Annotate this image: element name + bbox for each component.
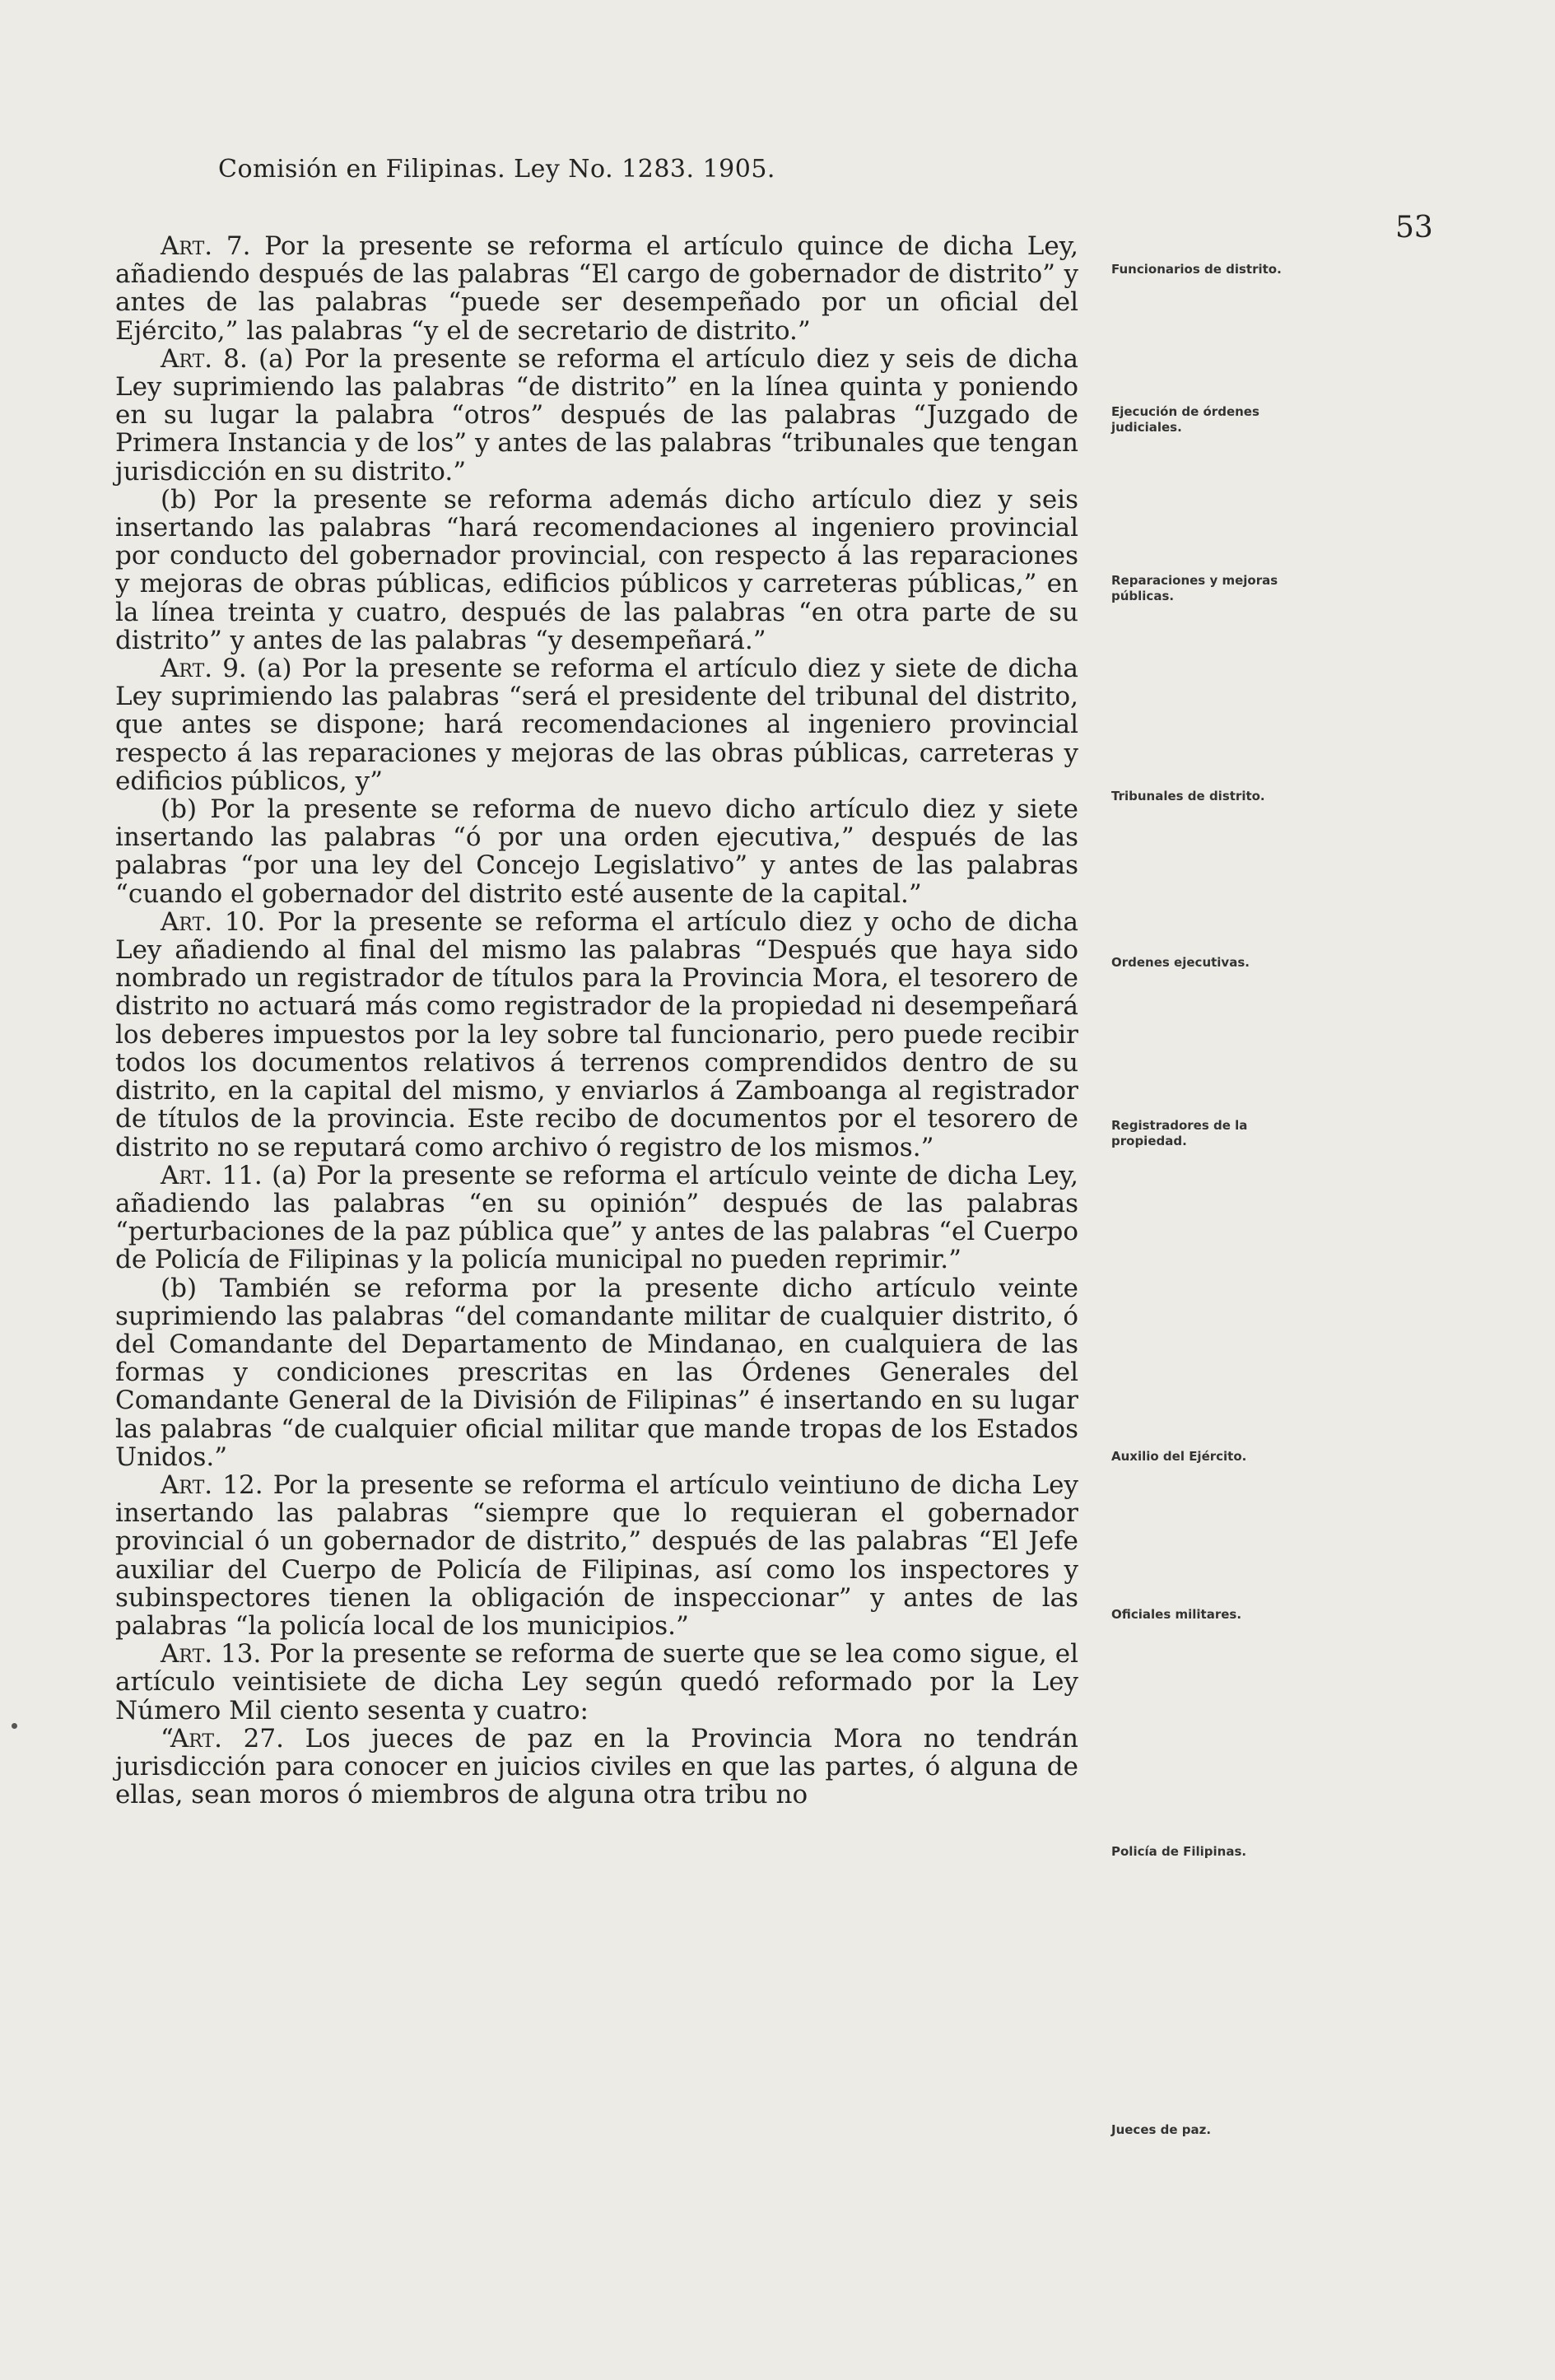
article-label: “Art. 27. [161, 1723, 284, 1754]
paragraph-text: (b) También se reforma por la presente dicho artículo veinte suprimiendo las palabras “del comandante militar de cualquier distrito, ó del Comandante del Departamento de Mindanao, en cualquiera de las formas y condiciones prescritas en las Órdenes Generales del Comandante General de la División de Filipinas” é insertando en su lugar las palabras “de cualquier oficial militar que mande tropas de los Estados Unidos.” [115, 1273, 1078, 1472]
article-label: Art. 10. [161, 906, 266, 937]
article-label: Art. 7. [161, 231, 251, 261]
margin-note-oficiales: Oficiales militares. [1111, 1607, 1242, 1622]
paragraph-art-9a [115, 654, 1078, 795]
article-label: Art. 9. [161, 654, 247, 684]
margin-note-tribunales: Tribunales de distrito. [1111, 789, 1265, 803]
body-text [115, 232, 1078, 1809]
paragraph-text: (a) Por la presente se reforma el artículo diez y seis de dicha Ley suprimiendo las palabras “de distrito” en la línea quinta y poniendo en su lugar la palabra “otros” después de las palabras “Juzgado de Primera Instancia y de los” y antes de las palabras “tribunales que tengan jurisdicción en su distrito.” [115, 343, 1079, 487]
running-header: Comisión en Filipinas. Ley No. 1283. 1905. [218, 155, 775, 184]
paragraph-art-11a [115, 1162, 1078, 1274]
margin-note-registradores: Registradores de la propiedad. [1111, 1118, 1248, 1148]
paragraph-art-13 [115, 1640, 1078, 1725]
paragraph-text: Por la presente se reforma de suerte que se lea como sigue, el artículo veintisiete de dicha Ley según quedó reformado por la Ley Número Mil ciento sesenta y cuatro: [115, 1639, 1079, 1726]
paragraph-art-7 [115, 232, 1078, 345]
paragraph-text: (b) Por la presente se reforma además dicho artículo diez y seis insertando las palabras “hará recomendaciones al ingeniero provincial por conducto del gobernador provincial, con respecto á las reparaciones y mejoras de obras públicas, edificios públicos y carreteras públicas,” en la línea treinta y cuatro, después de las palabras “en otra parte de su distrito” y antes de las palabras “y desempeñará.” [115, 484, 1078, 655]
page-number: 53 [1395, 211, 1433, 245]
margin-note-funcionarios: Funcionarios de distrito. [1111, 262, 1282, 277]
paragraph-text: (a) Por la presente se reforma el artículo veinte de dicha Ley, añadiendo las palabras “en su opinión” después de las palabras “perturbaciones de la paz pública que” y antes de las palabras “el Cuerpo de Policía de Filipinas y la policía municipal no pueden reprimir.” [115, 1160, 1078, 1275]
paragraph-art-12 [115, 1471, 1078, 1640]
margin-note-jueces: Jueces de paz. [1111, 2122, 1212, 2137]
bullet-mark [12, 1723, 17, 1729]
paragraph-text: (a) Por la presente se reforma el artículo diez y siete de dicha Ley suprimiendo las palabras “será el presidente del tribunal del distrito, que antes se dispone; hará recomendaciones al ingeniero provincial respecto á las reparaciones y mejoras de las obras públicas, carreteras y edificios públicos, y” [115, 654, 1079, 796]
article-label: Art. 12. [161, 1469, 263, 1500]
paragraph-art-11b [115, 1274, 1078, 1471]
paragraph-text: Los jueces de paz en la Provincia Mora no tendrán jurisdicción para conocer en juicios civiles en que las partes, ó alguna de ellas, sean moros ó miembros de alguna otra tribu no [115, 1723, 1078, 1810]
margin-note-auxilio: Auxilio del Ejército. [1111, 1449, 1247, 1464]
article-label: Art. 11. [161, 1160, 263, 1190]
margin-note-reparaciones: Reparaciones y mejoras públicas. [1111, 573, 1278, 603]
paragraph-art-10 [115, 908, 1078, 1162]
margin-note-ordenes: Ordenes ejecutivas. [1111, 955, 1250, 970]
article-label: Art. 8. [161, 343, 248, 374]
margin-note-policia: Policía de Filipinas. [1111, 1844, 1247, 1859]
paragraph-art-8a [115, 345, 1078, 486]
paragraph-text: Por la presente se reforma el artículo veintiuno de dicha Ley insertando las palabras “siempre que lo requieran el gobernador provincial ó un gobernador de distrito,” después de las palabras “El Jefe auxiliar del Cuerpo de Policía de Filipinas, así como los inspectores y subinspectores tienen la obligación de inspeccionar” y antes de las palabras “la policía local de los municipios.” [115, 1469, 1079, 1641]
paragraph-art-8b [115, 486, 1078, 654]
paragraph-art-9b [115, 795, 1078, 908]
article-label: Art. 13. [161, 1639, 262, 1670]
margin-note-ejecucion: Ejecución de órdenes judiciales. [1111, 404, 1259, 435]
paragraph-text: Por la presente se reforma el artículo diez y ocho de dicha Ley añadiendo al final del mismo las palabras “Después que haya sido nombrado un registrador de títulos para la Provincia Mora, el tesorero de distrito no actuará más como registrador de la propiedad ni desempeñará los deberes impuestos por la ley sobre tal funcionario, pero puede recibir todos los documentos relativos á terrenos comprendidos dentro de su distrito, en la capital del mismo, y enviarlos á Zamboanga al registrador de títulos de la provincia. Este recibo de documentos por el tesorero de distrito no se reputará como archivo ó registro de los mismos.” [115, 906, 1078, 1162]
paragraph-art-27 [115, 1725, 1078, 1809]
paragraph-text: (b) Por la presente se reforma de nuevo dicho artículo diez y siete insertando las palabras “ó por una orden ejecutiva,” después de las palabras “por una ley del Concejo Legislativo” y antes de las palabras “cuando el gobernador del distrito esté ausente de la capital.” [115, 794, 1078, 909]
paragraph-text: Por la presente se reforma el artículo quince de dicha Ley, añadiendo después de las palabras “El cargo de gobernador de distrito” y antes de las palabras “puede ser desempeñado por un oficial del Ejército,” las palabras “y el de secretario de distrito.” [115, 231, 1078, 346]
